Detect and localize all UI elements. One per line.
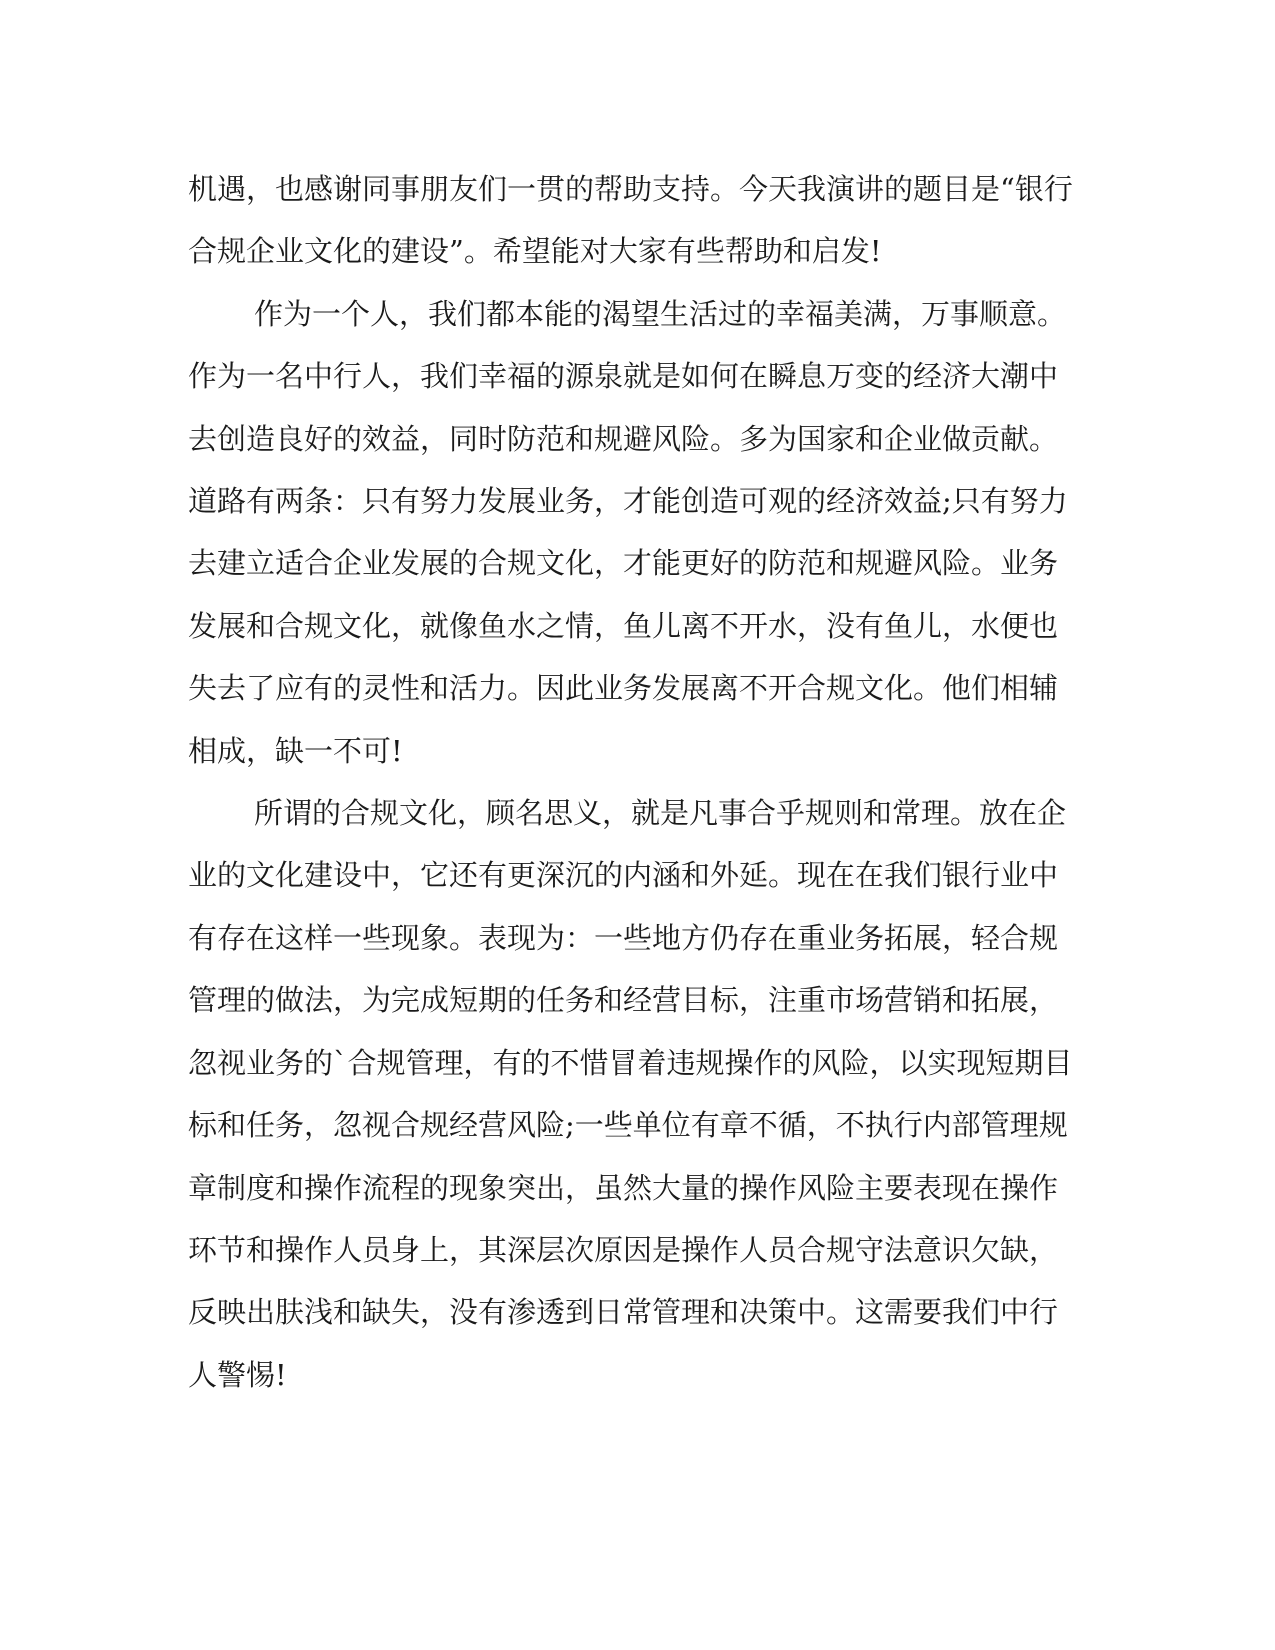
text-line: 去建立适合企业发展的合规文化，才能更好的防范和规避风险。业务: [188, 546, 1059, 581]
paragraph-3: [188, 782, 1073, 1406]
paragraph-2: [188, 283, 1068, 782]
paragraph-1: [188, 158, 1073, 283]
text-line: 人警惕!: [188, 1357, 287, 1392]
text-line: 发展和合规文化，就像鱼水之情，鱼儿离不开水，没有鱼儿，水便也: [188, 608, 1059, 643]
text-line: 失去了应有的灵性和活力。因此业务发展离不开合规文化。他们相辅: [188, 671, 1059, 706]
text-line: 机遇，也感谢同事朋友们一贯的帮助支持。今天我演讲的题目是“银行: [188, 172, 1073, 206]
text-line: 环节和操作人员身上，其深层次原因是操作人员合规守法意识欠缺，: [188, 1232, 1059, 1267]
text-line: 忽视业务的`合规管理，有的不惜冒着违规操作的风险，以实现短期目: [188, 1045, 1073, 1080]
text-line: 合规企业文化的建设”。希望能对大家有些帮助和启发!: [188, 234, 882, 269]
text-line: 有存在这样一些现象。表现为：一些地方仍存在重业务拓展，轻合规: [188, 920, 1059, 955]
text-line: 作为一个人，我们都本能的渴望生活过的幸福美满，万事顺意。: [254, 296, 1067, 331]
text-line: 作为一名中行人，我们幸福的源泉就是如何在瞬息万变的经济大潮中: [188, 359, 1059, 394]
text-line: 去创造良好的效益，同时防范和规避风险。多为国家和企业做贡献。: [188, 421, 1059, 456]
text-line: 反映出肤浅和缺失，没有渗透到日常管理和决策中。这需要我们中行: [188, 1295, 1059, 1330]
text-line: 相成，缺一不可!: [188, 733, 403, 768]
text-line: 章制度和操作流程的现象突出，虽然大量的操作风险主要表现在操作: [188, 1170, 1059, 1205]
text-line: 所谓的合规文化，顾名思义，就是凡事合乎规则和常理。放在企: [254, 796, 1067, 831]
text-line: 业的文化建设中，它还有更深沉的内涵和外延。现在在我们银行业中: [188, 858, 1059, 893]
text-line: 道路有两条：只有努力发展业务，才能创造可观的经济效益;只有努力: [188, 484, 1068, 519]
text-line: 管理的做法，为完成短期的任务和经营目标，注重市场营销和拓展，: [188, 983, 1059, 1018]
document-body: [188, 158, 1073, 1406]
text-line: 标和任务，忽视合规经营风险;一些单位有章不循，不执行内部管理规: [188, 1108, 1068, 1143]
